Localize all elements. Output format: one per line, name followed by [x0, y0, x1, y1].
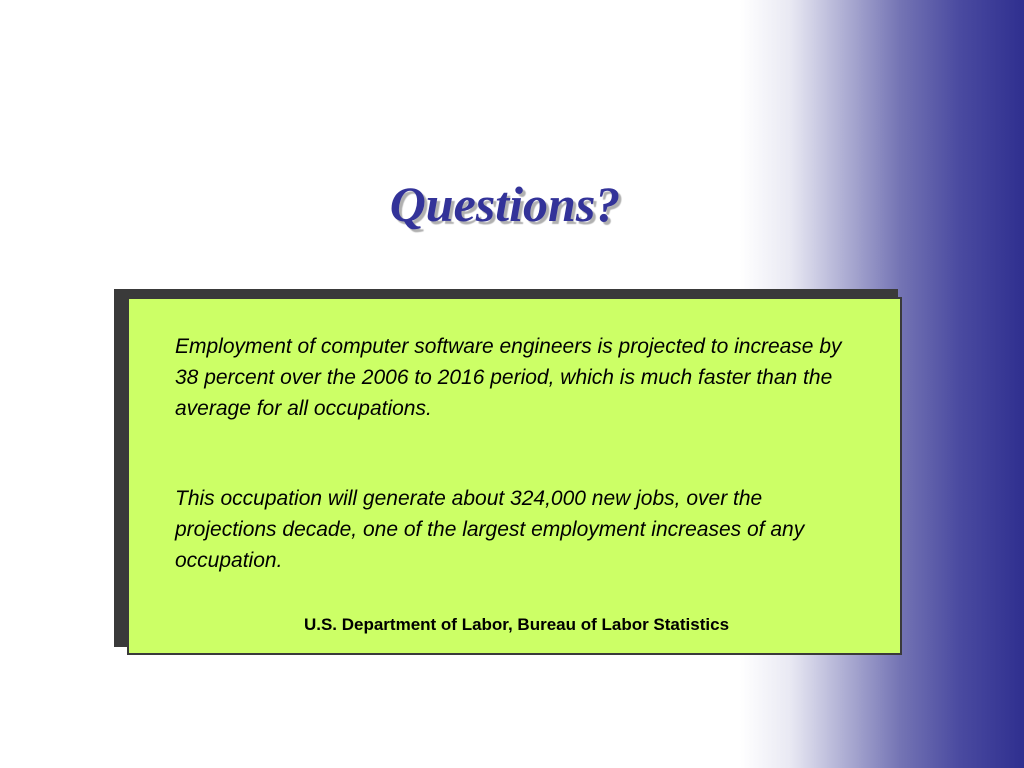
new-jobs-paragraph: This occupation will generate about 324,000 new jobs, over the projections decade, one of the largest employment increases of any occupation. — [175, 487, 805, 572]
projection-paragraph: Employment of computer software engineers is projected to increase by 38 percent over the 2006 to 2016 period, which is much faster than the average for all occupations. — [175, 335, 842, 420]
slide-title: Questions? — [389, 176, 621, 232]
callout-box — [127, 297, 902, 655]
source-citation: U.S. Department of Labor, Bureau of Labor Statistics — [303, 615, 730, 634]
